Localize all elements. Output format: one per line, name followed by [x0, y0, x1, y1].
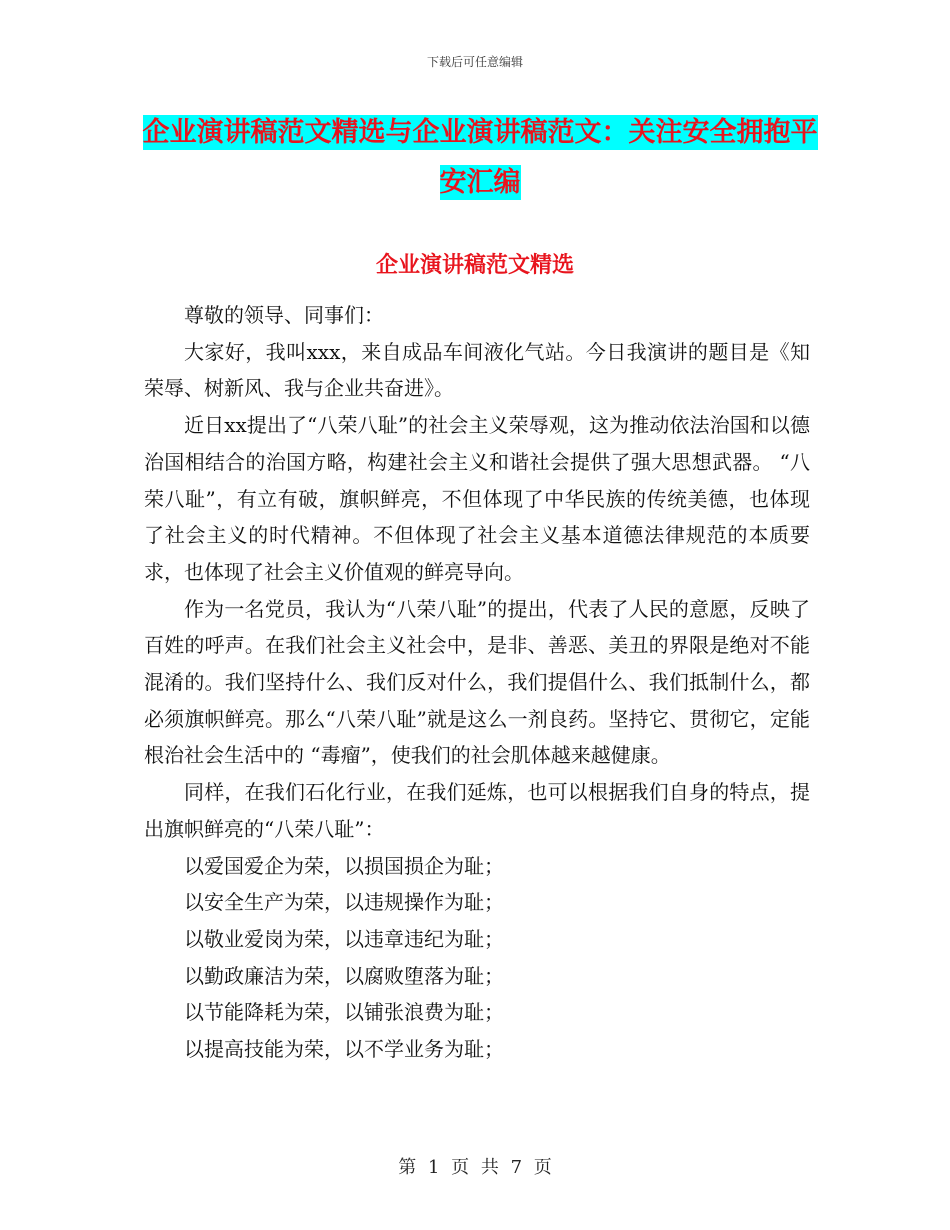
paragraph: 作为一名党员，我认为“八荣八耻”的提出，代表了人民的意愿，反映了百姓的呼声。在我们社会主义社会中，是非、善恶、美丑的界限是绝对不能混淆的。我们坚持什么、我们反对什么，我们提倡什么、我们抵制什么，都必须旗帜鲜亮。那么“八荣八耻”就是这么一剂良药。坚持它、贯彻它，定能根治社会生活中的 “毒瘤”，使我们的社会肌体越来越健康。 — [144, 596, 810, 768]
paragraph: 大家好，我叫xxx，来自成品车间液化气站。今日我演讲的题目是《知荣辱、树新风、我与企业共奋进》。 — [144, 339, 810, 401]
document-title-text: 企业演讲稿范文精选与企业演讲稿范文：关注安全拥抱平安汇编 — [142, 117, 818, 198]
paragraph: 以提高技能为荣，以不学业务为耻； — [184, 1037, 504, 1062]
paragraph: 以敬业爱岗为荣，以违章违纪为耻； — [184, 926, 504, 951]
header-note: 下载后可任意编辑 — [426, 55, 523, 69]
paragraph: 同样，在我们石化行业，在我们延炼，也可以根据我们自身的特点，提出旗帜鲜亮的“八荣八耻”： — [144, 780, 810, 841]
page-footer: 第 1 页 共 7 页 — [398, 1157, 552, 1178]
paragraph: 以节能降耗为荣，以铺张浪费为耻； — [184, 1000, 504, 1025]
section-title: 企业演讲稿范文精选 — [375, 253, 574, 278]
paragraph: 近日xx提出了“八荣八耻”的社会主义荣辱观，这为推动依法治国和以德治国相结合的治国方略，构建社会主义和谐社会提供了强大思想武器。 “八荣八耻”，有立有破，旗帜鲜亮，不但体现了中华民族的传统美德，也体现了社会主义的时代精神。不但体现了社会主义基本道德法律规范的本质要求，也体现了社会主义价值观的鲜亮导向。 — [144, 413, 810, 584]
paragraph: 以爱国爱企为荣，以损国损企为耻； — [184, 853, 504, 878]
body-text — [144, 297, 810, 1068]
document-title — [140, 108, 820, 208]
paragraph: 以勤政廉洁为荣，以腐败堕落为耻； — [184, 963, 504, 988]
paragraph: 以安全生产为荣，以违规操作为耻； — [184, 890, 504, 915]
paragraph: 尊敬的领导、同事们： — [184, 303, 384, 327]
